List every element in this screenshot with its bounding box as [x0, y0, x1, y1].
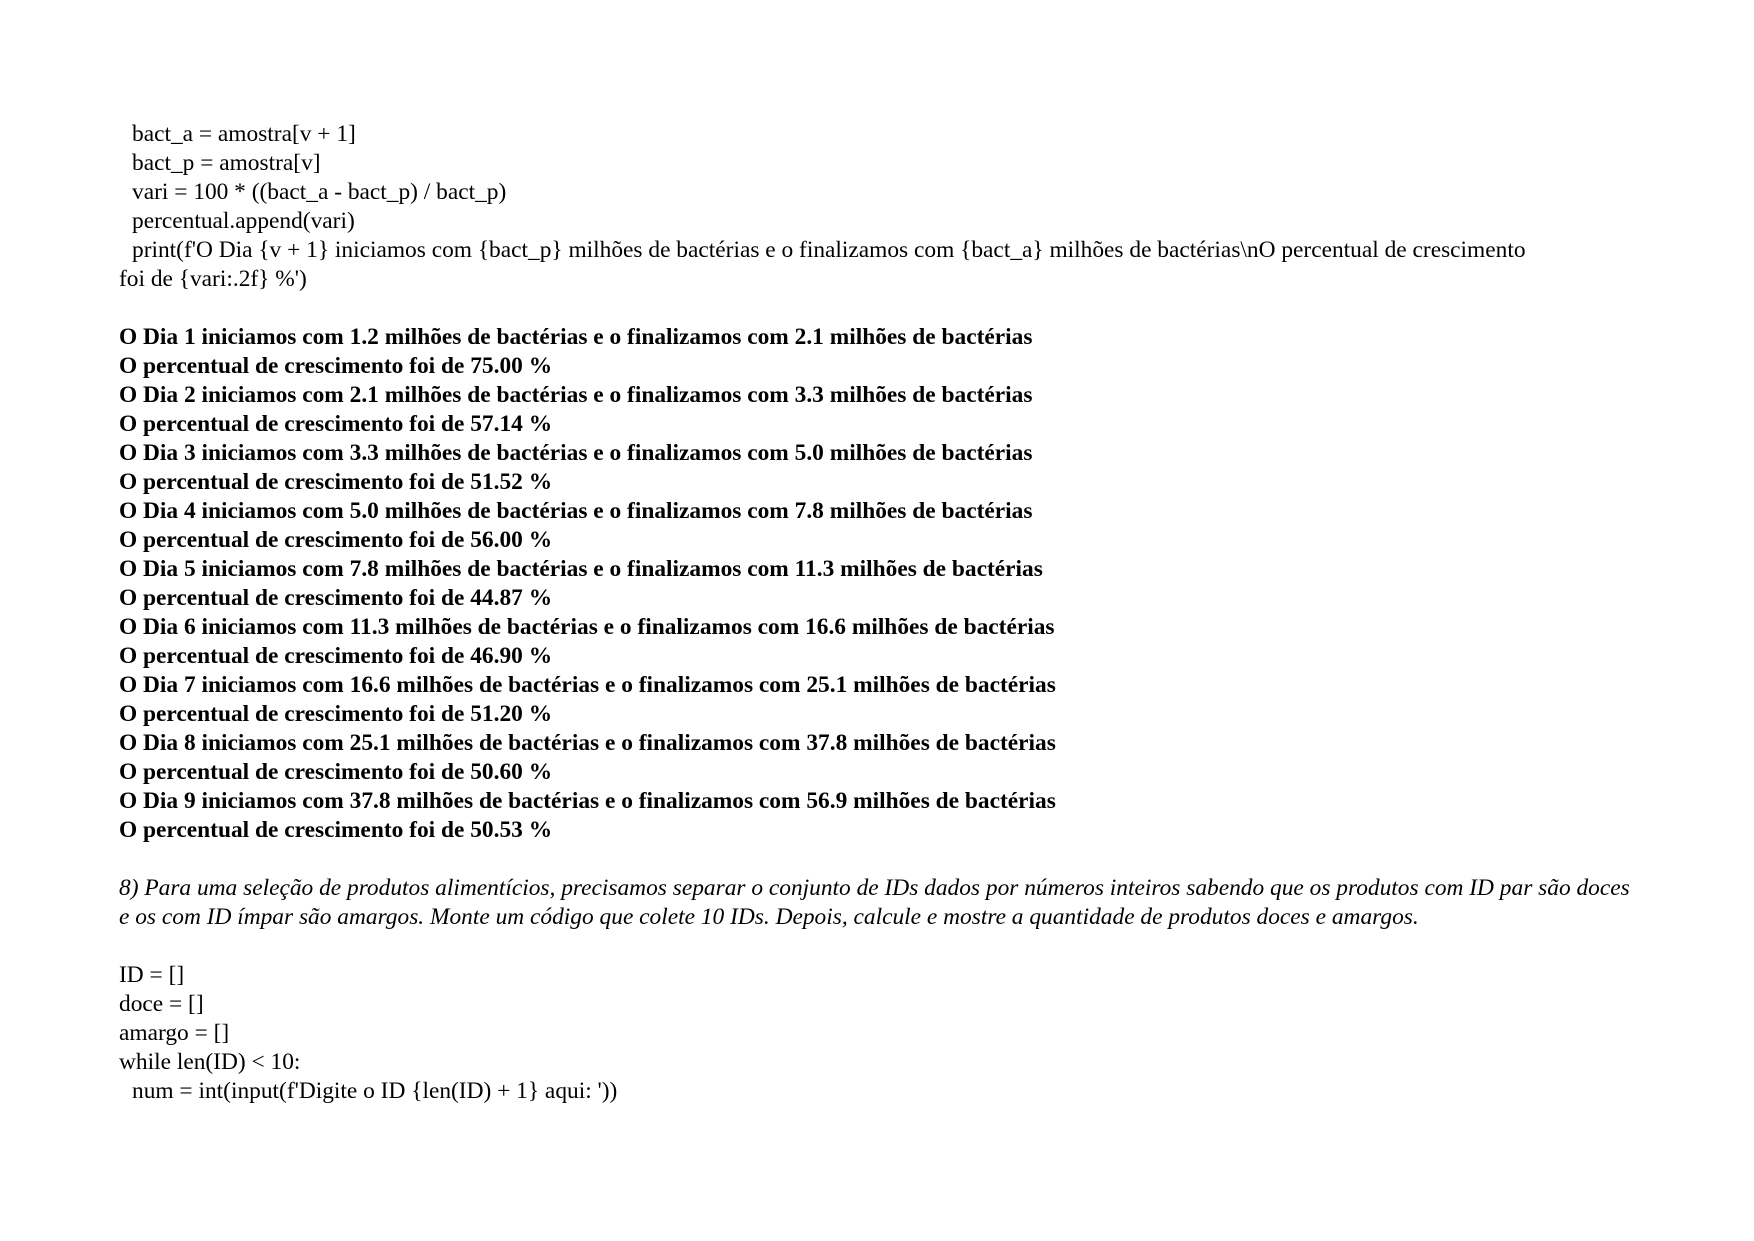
output-line: O Dia 8 iniciamos com 25.1 milhões de bactérias e o finalizamos com 37.8 milhões de bactérias [119, 730, 1056, 756]
program-output [119, 323, 1639, 845]
output-line: O percentual de crescimento foi de 51.20 % [119, 701, 553, 727]
code-line: num = int(input(f'Digite o ID {len(ID) + 1} aqui: ')) [132, 1078, 618, 1104]
output-line: O percentual de crescimento foi de 56.00 % [119, 527, 553, 553]
code-line: percentual.append(vari) [132, 208, 355, 234]
output-line: O percentual de crescimento foi de 57.14 % [119, 411, 553, 437]
output-line: O percentual de crescimento foi de 75.00 % [119, 353, 553, 379]
code-line-print-continuation: foi de {vari:.2f} %') [119, 266, 307, 292]
output-line: O Dia 9 iniciamos com 37.8 milhões de bactérias e o finalizamos com 56.9 milhões de bactérias [119, 788, 1056, 814]
code-line: while len(ID) < 10: [119, 1049, 301, 1075]
output-line: O Dia 3 iniciamos com 3.3 milhões de bactérias e o finalizamos com 5.0 milhões de bactérias [119, 440, 1033, 466]
blank-line [119, 294, 1639, 323]
code-line: amargo = [] [119, 1020, 230, 1046]
output-line: O percentual de crescimento foi de 44.87 % [119, 585, 553, 611]
code-line: bact_p = amostra[v] [132, 150, 321, 176]
output-line: O percentual de crescimento foi de 51.52 % [119, 469, 553, 495]
code-line: ID = [] [119, 962, 185, 988]
code-line: doce = [] [119, 991, 204, 1017]
question-8-text: 8) Para uma seleção de produtos alimentícios, precisamos separar o conjunto de IDs dados por números inteiros sabendo que os produtos com ID par são doces e os com ID ímpar são amargos. Monte um código que colete 10 IDs. Depois, calcule e mostre a quantidade de produtos doces e amargos. [119, 875, 1630, 930]
output-line: O Dia 4 iniciamos com 5.0 milhões de bactérias e o finalizamos com 7.8 milhões de bactérias [119, 498, 1033, 524]
code-line: vari = 100 * ((bact_a - bact_p) / bact_p) [132, 179, 507, 205]
blank-line [119, 845, 1639, 874]
output-line: O Dia 2 iniciamos com 2.1 milhões de bactérias e o finalizamos com 3.3 milhões de bactérias [119, 382, 1033, 408]
output-line: O Dia 1 iniciamos com 1.2 milhões de bactérias e o finalizamos com 2.1 milhões de bactérias [119, 324, 1033, 350]
output-line: O percentual de crescimento foi de 50.60 % [119, 759, 553, 785]
code-block-question-8 [119, 961, 1639, 1106]
output-line: O Dia 6 iniciamos com 11.3 milhões de bactérias e o finalizamos com 16.6 milhões de bactérias [119, 614, 1055, 640]
code-block-loop-body [119, 120, 1639, 294]
document-page [119, 120, 1639, 1106]
output-line: O Dia 7 iniciamos com 16.6 milhões de bactérias e o finalizamos com 25.1 milhões de bactérias [119, 672, 1056, 698]
code-line-print: print(f'O Dia {v + 1} iniciamos com {bact_p} milhões de bactérias e o finalizamos com {bact_a} milhões de bactérias\nO percentual de crescimento [132, 237, 1526, 263]
output-line: O percentual de crescimento foi de 50.53 % [119, 817, 553, 843]
blank-line [119, 932, 1639, 961]
output-line: O Dia 5 iniciamos com 7.8 milhões de bactérias e o finalizamos com 11.3 milhões de bactérias [119, 556, 1043, 582]
code-line: bact_a = amostra[v + 1] [132, 121, 356, 147]
output-line: O percentual de crescimento foi de 46.90 % [119, 643, 553, 669]
